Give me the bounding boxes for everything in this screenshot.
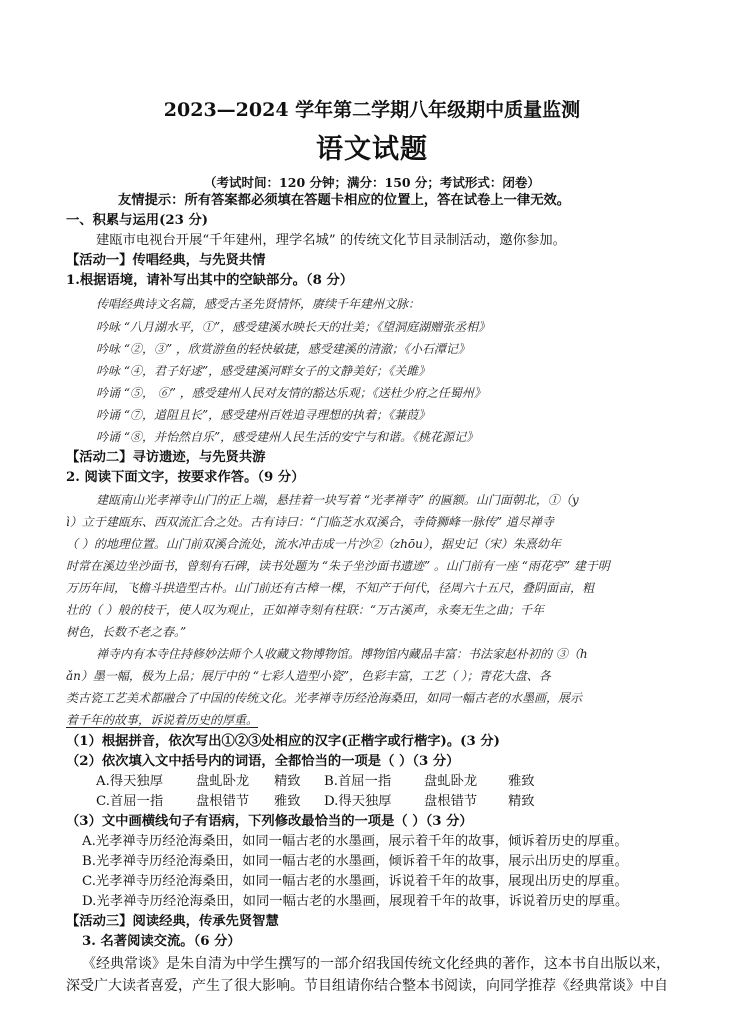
passage-line: ì）立于建瓯东、西双流汇合之处。古有诗曰：“门临芝水双溪合，寺倚狮峰一脉传” 道尽禅寺 [66,515,554,529]
q2-sub3-option: B.光孝禅寺历经沧海桑田，如同一幅古老的水墨画，倾诉着千年的故事，展示出历史的厚重。 [82,854,628,869]
section-intro: 建瓯市电视台开展“千年建州，理学名城” 的传统文化节目录制活动，邀你参加。 [96,233,566,248]
passage-line-underlined: 着千年的故事，诉说着历史的厚重。 [66,713,259,727]
exam-info: （考试时间：120 分钟；满分：150 分；考试形式：闭卷） [204,175,540,190]
activity-three-heading: 【活动三】阅读经典，传承先贤智慧 [66,914,279,929]
q2-sub2-option: 精致 [274,774,301,789]
section-heading: 一、积累与运用(23 分) [66,213,209,228]
passage-line: 万历年间，飞檐斗拱造型古朴。山门前还有古樟一棵，不知产于何代，径周六十五尺，叠阴面亩，粗 [66,581,595,595]
q1-line: 吟咏 “八月湖水平，①”，感受建溪水映长天的壮美；《望洞庭湖赠张丞相》 [96,320,491,334]
question-3-stem: 3. 名著阅读交流。（6 分） [82,934,241,949]
q2-sub2-option: C.首屈一指 [96,794,164,809]
passage-line: 壮的（ ）般的枝干，使人叹为观止，正如禅寺刻有柱联：“万古溪声，永奏无生之曲；千年 [66,603,544,617]
q2-sub2: （2）依次填入文中括号内的词语，全都恰当的一项是（ ）（3 分） [66,754,460,769]
q3-text-line: 《经典常谈》是朱自清为中学生撰写的一部介绍我国传统文化经典的著作，这本书自出版以来， [82,956,670,972]
q2-sub3-option: D.光孝禅寺历经沧海桑田，如同一幅古老的水墨画，展现着千年的故事，诉说着历史的厚重。 [82,894,629,909]
q1-line: 传唱经典诗文名篇，感受古圣先贤情怀，赓续千年建州文脉： [96,297,421,311]
q2-sub2-option: 盘虬卧龙 [424,774,478,789]
passage-line: 类古瓷工艺美术都融合了中国的传统文化。光孝禅寺历经沧海桑田，如同一幅古老的水墨画，展示 [66,691,583,705]
q2-sub2-option: D.得天独厚 [324,794,392,809]
q2-sub1: （1）根据拼音，依次写出①②③处相应的汉字(正楷字或行楷字)。(3 分) [66,734,500,749]
q1-line: 吟诵 “⑧，并怡然自乐”，感受建州人民生活的安宁与和谐。《桃花源记》 [96,430,479,444]
q2-sub2-option: 精致 [508,794,535,809]
subject-title: 语文试题 [316,134,428,165]
q2-sub3-option: C.光孝禅寺历经沧海桑田，如同一幅古老的水墨画，诉说着千年的故事，展现出历史的厚重。 [82,874,628,889]
q1-line: 吟咏 “④，君子好逑”，感受建溪河畔女子的文静美好；《关雎》 [96,364,431,378]
q2-sub2-option: 盘根错节 [196,794,250,809]
passage-line: ǎn）墨一幅，极为上品；展厅中的 “七彩人造型小瓷”，色彩丰富，工艺（ ）；青花大盘、各 [66,669,551,683]
q2-sub3: （3）文中画横线句子有语病，下列修改最恰当的一项是（ ）（3 分） [66,814,473,829]
q2-sub2-option: A.得天独厚 [96,774,164,789]
q2-sub2-option: B.首屈一指 [324,774,392,789]
passage-line: 禅寺内有本寺住持修妙法师个人收藏文物博物馆。博物馆内藏品丰富：书法家赵朴初的 ③（h [96,647,588,661]
q2-sub2-option: 盘虬卧龙 [196,774,250,789]
q3-text-line: 深受广大读者喜爱，产生了很大影响。节目组请你结合整本书阅读，向同学推荐《经典常谈》中自 [66,978,668,994]
activity-one-heading: 【活动一】传唱经典，与先贤共情 [66,253,266,268]
q1-line: 吟诵 “⑦，道阻且长”，感受建州百姓追寻理想的执着；《蒹葭》 [96,408,431,422]
q2-sub2-option: 雅致 [508,774,535,789]
q1-line: 吟咏 “②，③” ，欣赏游鱼的轻快敏捷，感受建溪的清澈；《小石潭记》 [96,342,470,356]
exam-title: 2023—2024 学年第二学期八年级期中质量监测 [163,99,581,121]
passage-line: 树色，长数不老之春。” [66,625,187,639]
passage-line: 时常在溪边坐沙面书，曾刻有石碑，读书处题为 “朱子坐沙面书遗迹” 。山门前有一座 “雨花亭” 建于明 [66,559,610,573]
q2-sub2-option: 雅致 [274,794,301,809]
q2-sub2-option: 盘根错节 [424,794,478,809]
activity-two-heading: 【活动二】寻访遗迹，与先贤共游 [66,450,266,465]
passage-line: （ ）的地理位置。山门前双溪合流处，流水冲击成一片沙②（zhōu），据史记（宋）朱熹幼年 [66,537,561,551]
question-1-stem: 1.根据语境，请补写出其中的空缺部分。（8 分） [66,273,354,288]
passage-line: 建瓯南山光孝禅寺山门的正上端，悬挂着一块写着 “光孝禅寺” 的匾额。山门面朝北，①（y [96,493,579,507]
q1-line: 吟诵 “⑤， ⑥” ，感受建州人民对友情的豁达乐观；《送杜少府之任蜀州》 [96,386,486,400]
exam-notice: 友情提示：所有答案都必须填在答题卡相应的位置上，答在试卷上一律无效。 [118,193,571,208]
question-2-stem: 2. 阅读下面文字，按要求作答。（9 分） [66,470,305,485]
q2-sub3-option: A.光孝禅寺历经沧海桑田，如同一幅古老的水墨画，展示着千年的故事，倾诉着历史的厚重。 [82,834,628,849]
